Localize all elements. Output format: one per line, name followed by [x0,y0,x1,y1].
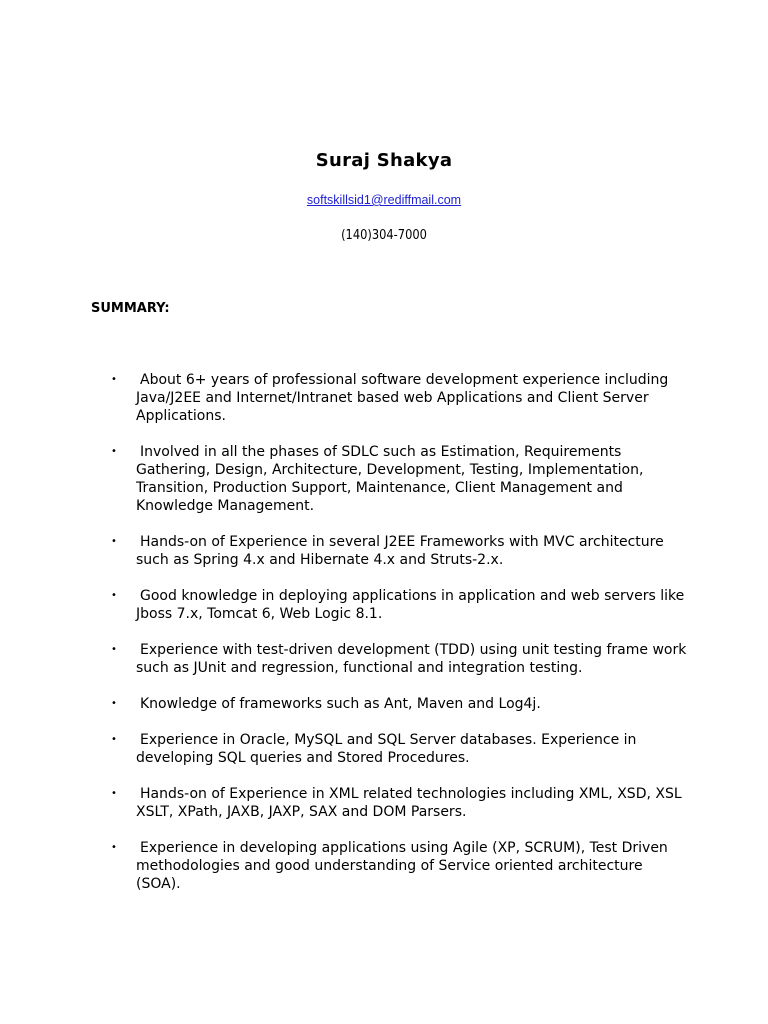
summary-item-text: Good knowledge in deploying applications in application and web servers like Jboss 7.x, Tomcat 6, Web Logic 8.1. [136,588,685,622]
summary-item-text: Experience in developing applications using Agile (XP, SCRUM), Test Driven methodologies and good understanding of Service oriented architecture (SOA). [136,840,668,892]
summary-item [108,371,688,425]
summary-item [108,533,688,569]
summary-list [108,371,688,911]
summary-heading: SUMMARY: [91,301,170,316]
bullet-icon: • [111,374,117,385]
summary-item [108,839,688,893]
summary-item [108,785,688,821]
summary-item-text: Experience with test-driven development (TDD) using unit testing frame work such as JUnit and regression, functional and integration testing. [136,642,687,676]
summary-item [108,695,688,713]
bullet-icon: • [111,698,117,709]
summary-item-text: Hands-on of Experience in XML related technologies including XML, XSD, XSL XSLT, XPath, JAXB, JAXP, SAX and DOM Parsers. [136,786,682,820]
bullet-icon: • [111,842,117,853]
summary-item-text: About 6+ years of professional software development experience including Java/J2EE and Internet/Intranet based web Applications and Client Server Applications. [136,372,669,424]
bullet-icon: • [111,644,117,655]
summary-item [108,587,688,623]
phone-number: (140)304-7000 [341,228,427,243]
summary-item [108,443,688,515]
email-link[interactable]: softskillsid1@rediffmail.com [306,193,462,207]
bullet-icon: • [111,788,117,799]
summary-item-text: Experience in Oracle, MySQL and SQL Server databases. Experience in developing SQL queries and Stored Procedures. [136,732,637,766]
bullet-icon: • [111,536,117,547]
summary-item [108,731,688,767]
bullet-icon: • [111,734,117,745]
candidate-name: Suraj Shakya [315,150,453,171]
summary-item-text: Involved in all the phases of SDLC such as Estimation, Requirements Gathering, Design, Architecture, Development, Testing, Implementation, Transition, Production Support, Maintenance, Client Management and Knowledge Management. [136,444,644,514]
summary-item-text: Hands-on of Experience in several J2EE Frameworks with MVC architecture such as Spring 4.x and Hibernate 4.x and Struts-2.x. [136,534,664,568]
summary-item [108,641,688,677]
bullet-icon: • [111,590,117,601]
summary-item-text: Knowledge of frameworks such as Ant, Maven and Log4j. [140,696,541,712]
bullet-icon: • [111,446,117,457]
